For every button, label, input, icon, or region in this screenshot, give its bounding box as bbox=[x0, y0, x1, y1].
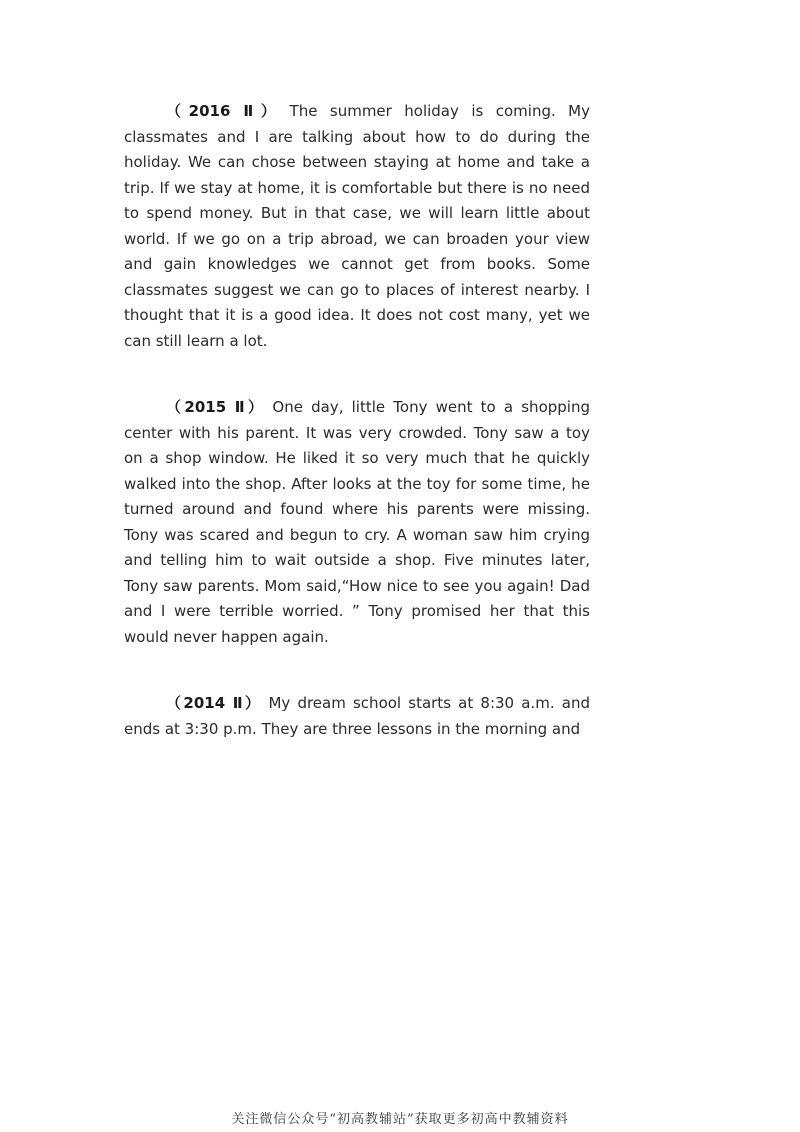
passage-tag: （2015 Ⅱ） bbox=[166, 398, 267, 416]
passage-tag: （2016 Ⅱ） bbox=[166, 102, 284, 120]
page-footer: 关注微信公众号“初高教辅站”获取更多初高中教辅资料 bbox=[231, 1112, 569, 1127]
passage-text: The summer holiday is coming. My classmates and I are talking about how to do during the holiday. We can chose between staying at home and take a trip. If we stay at home, it is comfortable but there is no need to spend money. But in that case, we will learn little about world. If we go on a trip abroad, we can broaden your view and gain knowledges we cannot get from books. Some classmates suggest we can go to places of interest nearby. I thought that it is a good idea. It does not cost many, yet we can still learn a lot. bbox=[124, 102, 590, 350]
passage-text: One day, little Tony went to a shopping center with his parent. It was very crowded. Tony saw a toy on a shop window. He liked it so very much that he quickly walked into the shop. After looks at the toy for some time, he turned around and found where his parents were missing. Tony was scared and begun to cry. A woman saw him crying and telling him to wait outside a shop. Five minutes later, Tony saw parents. Mom said,“How nice to see you again! Dad and I were terrible worried. ” Tony promised her that this would never happen again. bbox=[124, 398, 590, 646]
passage-2015 bbox=[124, 395, 590, 650]
passage-text: My dream school starts at 8:30 a.m. and ends at 3:30 p.m. They are three lessons in the morning and bbox=[124, 694, 590, 738]
passage-2016 bbox=[124, 99, 590, 354]
passage-2014 bbox=[124, 691, 590, 742]
passage-tag: （2014 Ⅱ） bbox=[166, 694, 263, 712]
